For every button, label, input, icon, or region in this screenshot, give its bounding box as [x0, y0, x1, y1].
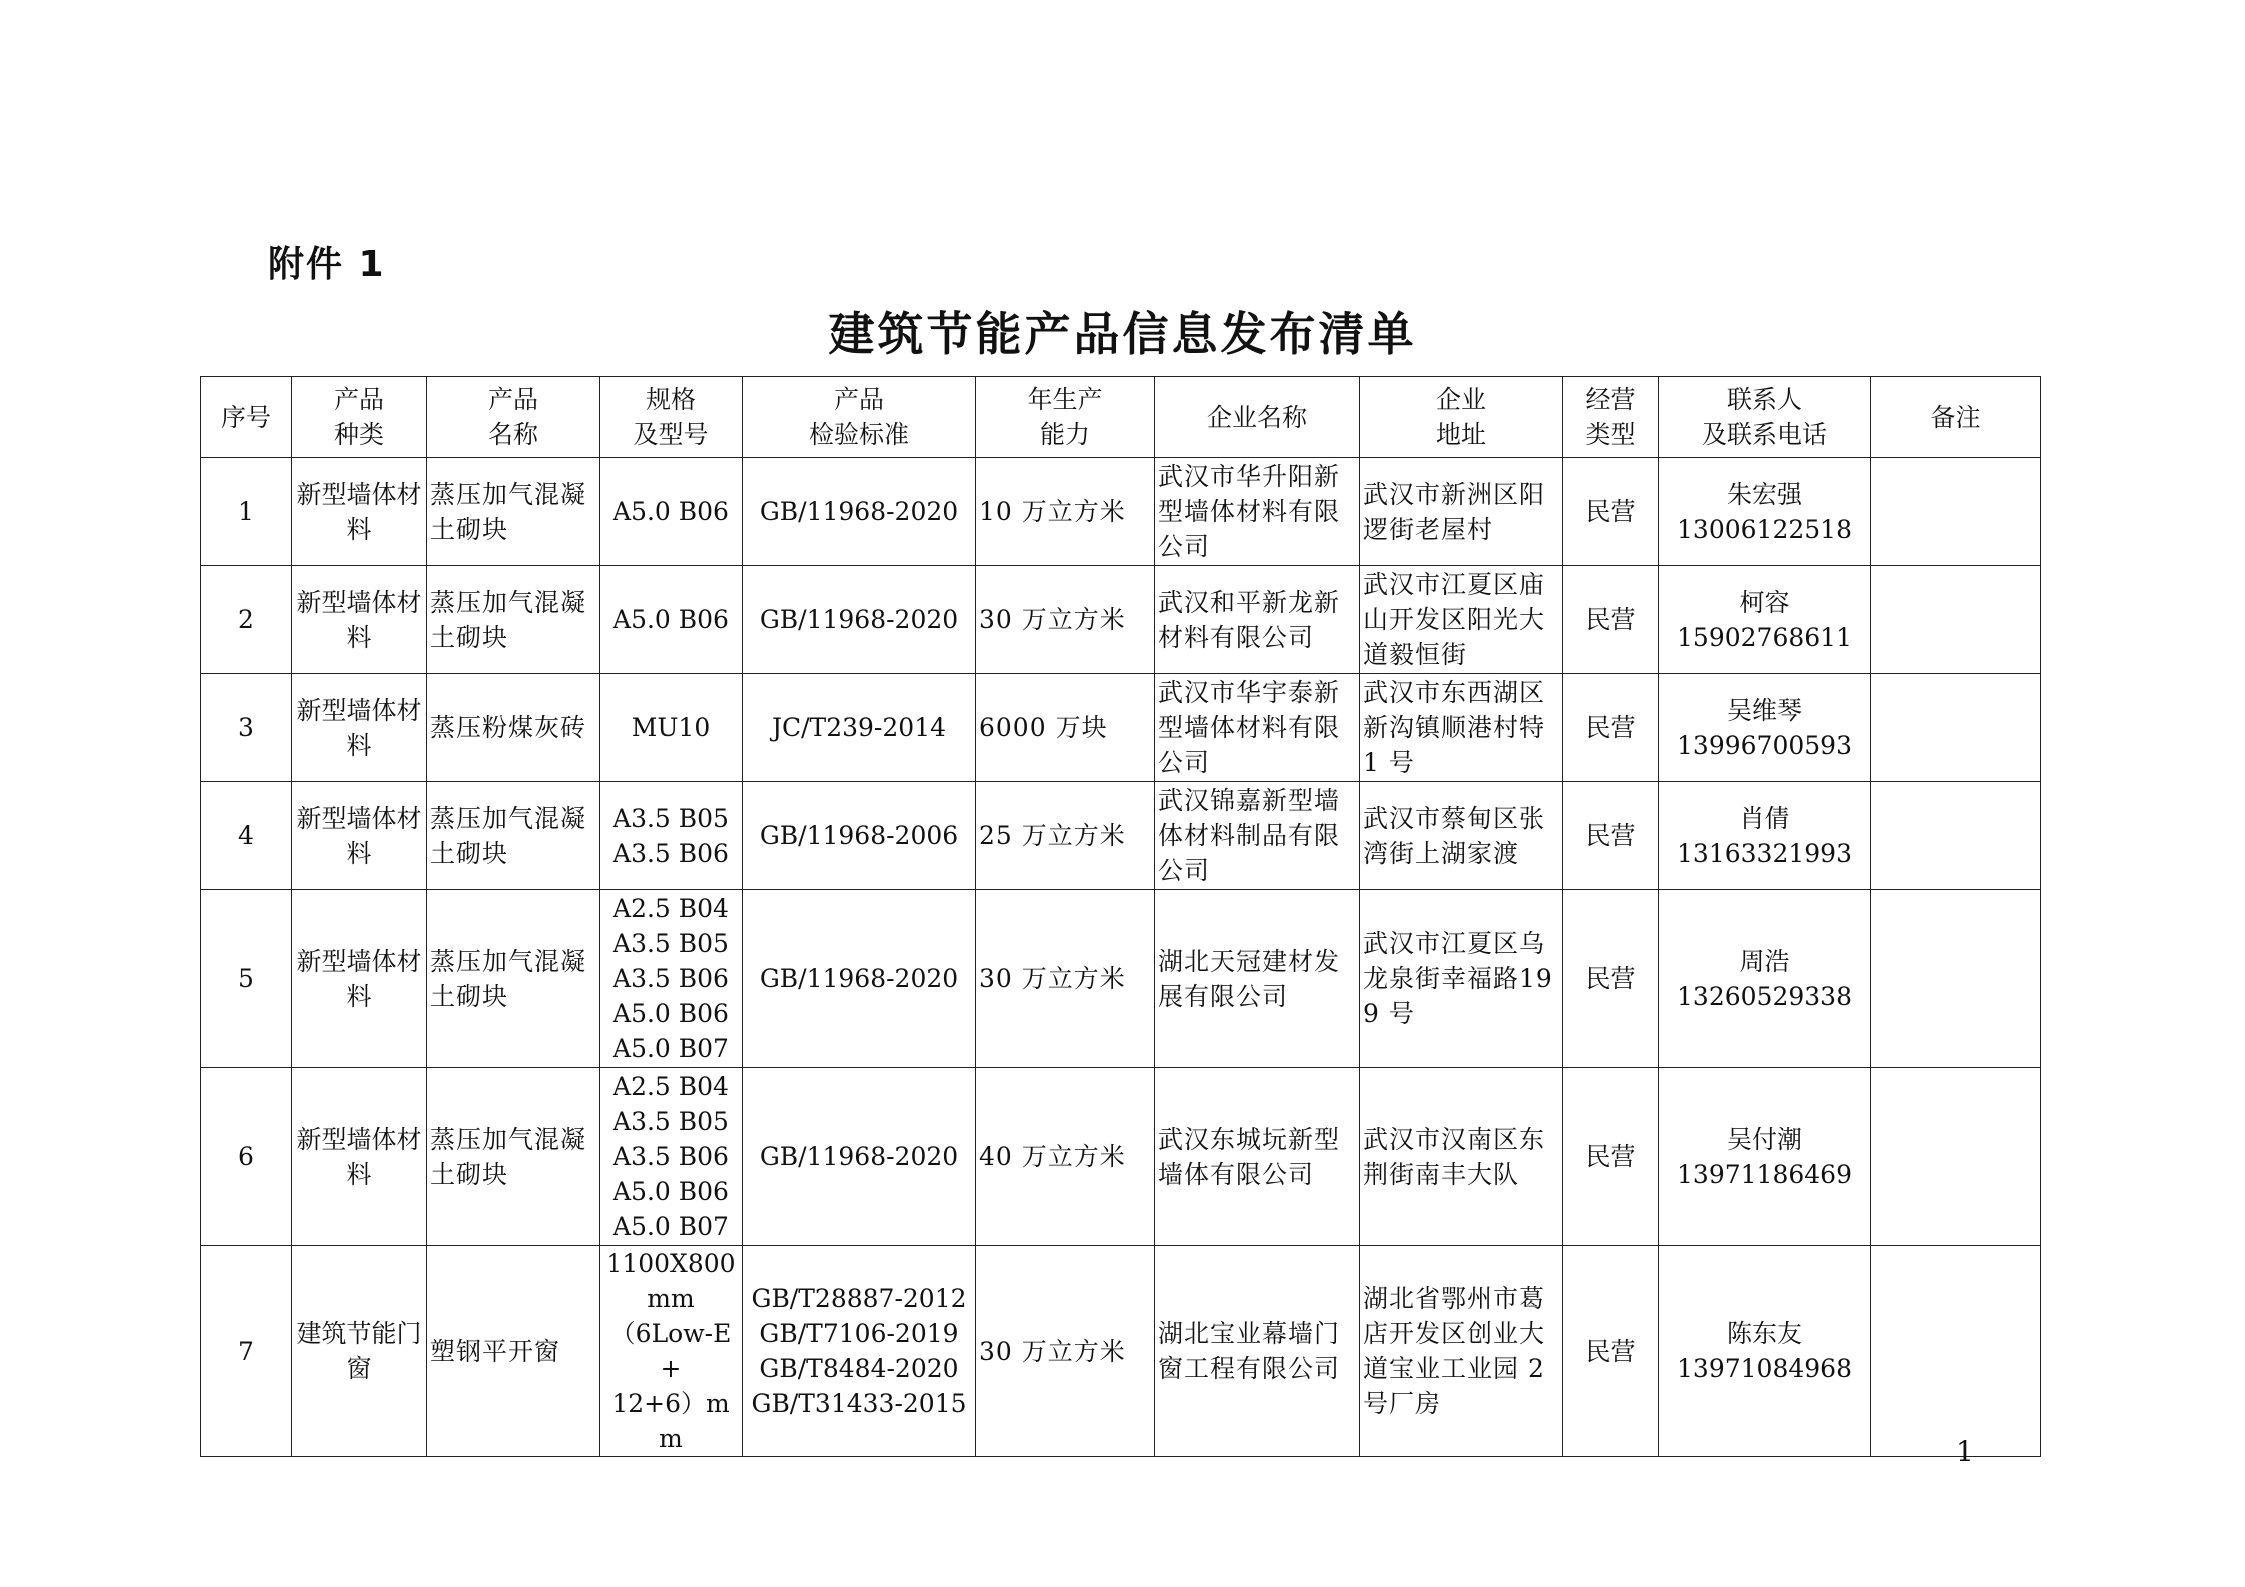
cell-type: 民营 — [1563, 890, 1659, 1068]
cell-address: 武汉市汉南区东荆街南丰大队 — [1360, 1068, 1563, 1246]
cell-no: 1 — [201, 458, 292, 566]
cell-category: 新型墙体材料 — [292, 1068, 427, 1246]
cell-capacity: 6000 万块 — [976, 674, 1155, 782]
table-row — [201, 1068, 2041, 1246]
cell-standard: GB/11968-2006 — [743, 782, 976, 890]
product-list-table — [200, 376, 2041, 1457]
cell-standard: GB/11968-2020 — [743, 890, 976, 1068]
cell-remark — [1871, 782, 2041, 890]
cell-name: 蒸压加气混凝土砌块 — [427, 782, 600, 890]
cell-spec: A2.5 B04 A3.5 B05 A3.5 B06 A5.0 B06 A5.0 B07 — [600, 890, 743, 1068]
table-row — [201, 890, 2041, 1068]
cell-no: 2 — [201, 566, 292, 674]
cell-spec: A5.0 B06 — [600, 458, 743, 566]
header-category: 产品 种类 — [292, 377, 427, 458]
cell-name: 蒸压加气混凝土砌块 — [427, 890, 600, 1068]
table-header-row — [201, 377, 2041, 458]
cell-standard: JC/T239-2014 — [743, 674, 976, 782]
cell-remark — [1871, 890, 2041, 1068]
cell-name: 蒸压粉煤灰砖 — [427, 674, 600, 782]
cell-contact: 肖倩 13163321993 — [1659, 782, 1871, 890]
cell-address: 武汉市蔡甸区张湾街上湖家渡 — [1360, 782, 1563, 890]
cell-company: 湖北宝业幕墙门窗工程有限公司 — [1155, 1246, 1360, 1457]
cell-contact: 陈东友 13971084968 — [1659, 1246, 1871, 1457]
header-standard: 产品 检验标准 — [743, 377, 976, 458]
header-no: 序号 — [201, 377, 292, 458]
cell-name: 蒸压加气混凝土砌块 — [427, 1068, 600, 1246]
cell-remark — [1871, 566, 2041, 674]
cell-company: 武汉和平新龙新材料有限公司 — [1155, 566, 1360, 674]
cell-name: 蒸压加气混凝土砌块 — [427, 458, 600, 566]
cell-company: 湖北天冠建材发展有限公司 — [1155, 890, 1360, 1068]
cell-contact: 吴付潮 13971186469 — [1659, 1068, 1871, 1246]
cell-remark — [1871, 458, 2041, 566]
cell-type: 民营 — [1563, 1068, 1659, 1246]
cell-remark — [1871, 1068, 2041, 1246]
cell-address: 湖北省鄂州市葛店开发区创业大道宝业工业园 2 号厂房 — [1360, 1246, 1563, 1457]
header-company: 企业名称 — [1155, 377, 1360, 458]
attachment-label: 附件 1 — [268, 244, 386, 285]
cell-no: 7 — [201, 1246, 292, 1457]
cell-name: 塑钢平开窗 — [427, 1246, 600, 1457]
cell-spec: A5.0 B06 — [600, 566, 743, 674]
cell-contact: 吴维琴 13996700593 — [1659, 674, 1871, 782]
table-row — [201, 1246, 2041, 1457]
header-address: 企业 地址 — [1360, 377, 1563, 458]
page-number: 1 — [1956, 1435, 1974, 1468]
cell-address: 武汉市东西湖区新沟镇顺港村特1 号 — [1360, 674, 1563, 782]
cell-name: 蒸压加气混凝土砌块 — [427, 566, 600, 674]
cell-remark — [1871, 674, 2041, 782]
cell-company: 武汉锦嘉新型墙体材料制品有限公司 — [1155, 782, 1360, 890]
cell-category: 新型墙体材料 — [292, 782, 427, 890]
cell-standard: GB/11968-2020 — [743, 458, 976, 566]
cell-spec: A2.5 B04 A3.5 B05 A3.5 B06 A5.0 B06 A5.0 B07 — [600, 1068, 743, 1246]
cell-category: 新型墙体材料 — [292, 890, 427, 1068]
header-type: 经营 类型 — [1563, 377, 1659, 458]
table-row — [201, 458, 2041, 566]
cell-company: 武汉东城坃新型墙体有限公司 — [1155, 1068, 1360, 1246]
cell-contact: 周浩 13260529338 — [1659, 890, 1871, 1068]
cell-contact: 朱宏强 13006122518 — [1659, 458, 1871, 566]
cell-category: 新型墙体材料 — [292, 458, 427, 566]
cell-capacity: 30 万立方米 — [976, 566, 1155, 674]
cell-type: 民营 — [1563, 1246, 1659, 1457]
header-name: 产品 名称 — [427, 377, 600, 458]
cell-capacity: 30 万立方米 — [976, 1246, 1155, 1457]
cell-category: 建筑节能门窗 — [292, 1246, 427, 1457]
cell-capacity: 25 万立方米 — [976, 782, 1155, 890]
cell-capacity: 10 万立方米 — [976, 458, 1155, 566]
cell-capacity: 40 万立方米 — [976, 1068, 1155, 1246]
cell-type: 民营 — [1563, 782, 1659, 890]
table-row — [201, 566, 2041, 674]
header-remark: 备注 — [1871, 377, 2041, 458]
cell-address: 武汉市江夏区庙山开发区阳光大道毅恒街 — [1360, 566, 1563, 674]
cell-no: 5 — [201, 890, 292, 1068]
cell-company: 武汉市华升阳新型墙体材料有限公司 — [1155, 458, 1360, 566]
cell-address: 武汉市新洲区阳逻街老屋村 — [1360, 458, 1563, 566]
cell-no: 6 — [201, 1068, 292, 1246]
cell-remark — [1871, 1246, 2041, 1457]
cell-category: 新型墙体材料 — [292, 674, 427, 782]
cell-type: 民营 — [1563, 458, 1659, 566]
cell-no: 3 — [201, 674, 292, 782]
document-title: 建筑节能产品信息发布清单 — [828, 307, 1417, 361]
cell-capacity: 30 万立方米 — [976, 890, 1155, 1068]
cell-no: 4 — [201, 782, 292, 890]
cell-standard: GB/T28887-2012 GB/T7106-2019 GB/T8484-2020 GB/T31433-2015 — [743, 1246, 976, 1457]
cell-spec: A3.5 B05 A3.5 B06 — [600, 782, 743, 890]
cell-standard: GB/11968-2020 — [743, 566, 976, 674]
cell-type: 民营 — [1563, 566, 1659, 674]
table-row — [201, 782, 2041, 890]
cell-standard: GB/11968-2020 — [743, 1068, 976, 1246]
cell-type: 民营 — [1563, 674, 1659, 782]
cell-spec: MU10 — [600, 674, 743, 782]
cell-category: 新型墙体材料 — [292, 566, 427, 674]
table-row — [201, 674, 2041, 782]
cell-spec: 1100X800 mm （6Low-E+ 12+6）mm — [600, 1246, 743, 1457]
cell-company: 武汉市华宇泰新型墙体材料有限公司 — [1155, 674, 1360, 782]
header-spec: 规格 及型号 — [600, 377, 743, 458]
cell-contact: 柯容 15902768611 — [1659, 566, 1871, 674]
header-contact: 联系人 及联系电话 — [1659, 377, 1871, 458]
cell-address: 武汉市江夏区乌龙泉街幸福路199 号 — [1360, 890, 1563, 1068]
header-capacity: 年生产 能力 — [976, 377, 1155, 458]
